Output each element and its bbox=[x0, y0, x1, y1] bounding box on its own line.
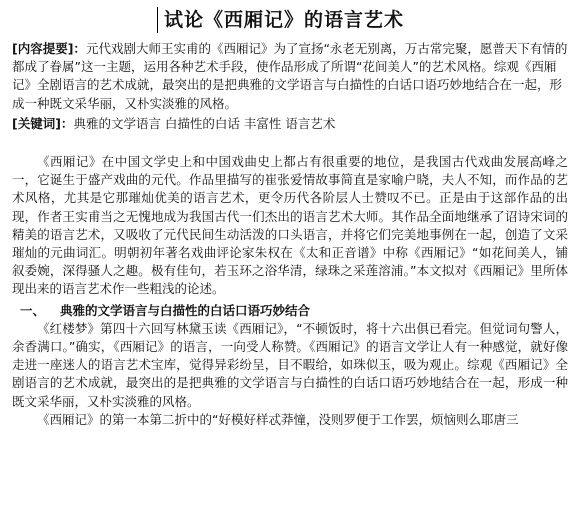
keywords bbox=[12, 115, 568, 133]
keywords-text: 典雅的文学语言 白描性的白话 丰富性 语言艺术 bbox=[73, 115, 336, 131]
section-title: 典雅的文学语言与白描性的白话口语巧妙结合 bbox=[60, 302, 311, 318]
body-paragraph: 《红楼梦》第四十六回写林黛玉读《西厢记》，“不顿饭时，将十六出俱已看完。但觉词句警人，余香满口。”确实，《西厢记》的语言，一向受人称赞。《西厢记》的语言文学让人有一种感觉，就好像走进一座迷人的语言艺术宝库，觉得异彩纷呈，目不暇给，如珠似玉，吸为观止。综观《西厢记》全剧语言的艺术成就，最突出的是把典雅的文学语言与白描性的白话口语巧妙地结合在一起，形成一种既文采华丽，又朴实淡雅的风格。 bbox=[12, 320, 568, 409]
document-title: 试论《西厢记》的语言艺术 bbox=[163, 9, 404, 31]
abstract bbox=[12, 40, 568, 113]
blank-line bbox=[12, 133, 568, 153]
section-number: 一、 bbox=[20, 302, 46, 318]
abstract-label: [内容提要]： bbox=[12, 41, 86, 56]
intro-paragraph: 《西厢记》在中国文学史上和中国戏曲史上都占有很重要的地位，是我国古代戏曲发展高峰之一，它诞生于盛产戏曲的元代。作品里描写的崔张爱情故事简直是家喻户晓，夫人不知，而作品的艺术风格，尤其是它那璀灿优美的语言艺术，更令历代各阶层人士赞叹不已。正是由于这部作品的出现，作者王实甫当之无愧地成为我国古代一们杰出的语言艺术大师。其作品全面地继承了诏诗宋词的精美的语言艺术，又吸收了元代民间生动活泼的口头语言，并将它们完美地事例在一起，创造了文采璀灿的元曲词汇。明朝初年著名戏曲评论家朱权在《太和正音谱》中称《西厢记》“如花间美人，铺叙委婉，深得骚人之趣。极有佳句，若玉环之浴华清，绿珠之采莲溶浦。”本文拟对《西厢记》里所体现出来的语言艺术作一些粗浅的论述。 bbox=[12, 154, 568, 297]
abstract-text: 元代戏剧大师王实甫的《西厢记》为了宣扬“永老无别离，万古常完聚，愿普天下有情的都成了眷属”这一主题，运用各种艺术手段，使作品形成了所谓“花间美人”的艺术风格。综观《西厢记》全剧语言的艺术成就，最突出的是把典雅的文学语言与白描性的白话口语巧妙地结合在一起，形成一种既文采华丽，又朴实淡雅的风格。 bbox=[12, 41, 568, 111]
section-heading bbox=[12, 302, 568, 320]
document-body bbox=[12, 40, 568, 429]
keywords-label: [关键词]： bbox=[12, 115, 74, 131]
body-paragraph-partial: 《西厢记》的第一本第二折中的“好模好样忒莽憧，没则罗便于工作罢，烦恼则么耶唐三 bbox=[37, 411, 519, 427]
